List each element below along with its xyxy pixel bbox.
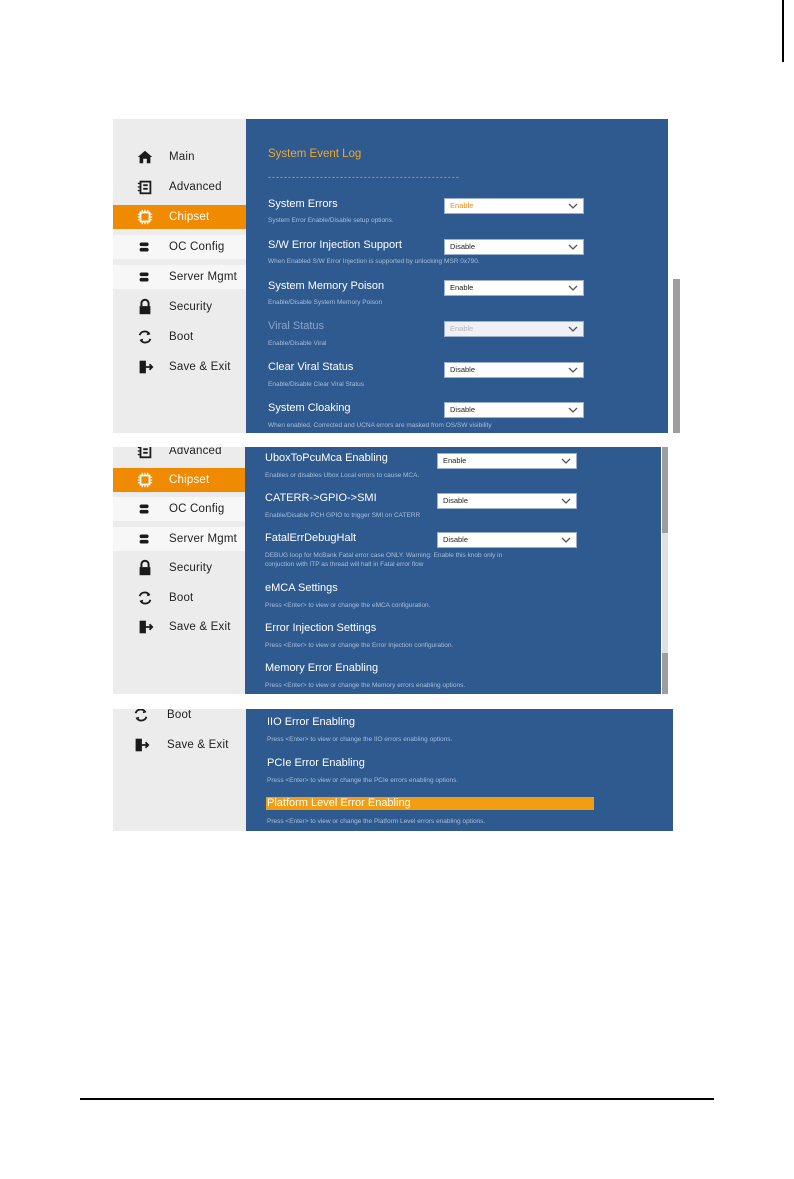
option-desc: Enable/Disable PCH GPIO to trigger SMI on CATERR [265, 512, 421, 519]
option-desc: Press <Enter> to view or change the IIO errors enabling options. [267, 736, 453, 743]
nav-main[interactable] [113, 145, 246, 169]
nav-boot[interactable] [113, 586, 246, 610]
link-platform-level-error-enabling[interactable]: Platform Level Error Enabling [267, 797, 411, 809]
caterr-gpio-smi-dropdown[interactable] [437, 493, 577, 509]
fatal-err-debug-halt-dropdown[interactable] [437, 532, 577, 548]
option-system-memory-poison[interactable]: System Memory Poison [268, 280, 385, 292]
nav-save-exit[interactable] [113, 355, 246, 379]
lock-icon [135, 297, 155, 317]
dropdown-value: Disable [450, 242, 476, 251]
option-system-errors[interactable]: System Errors [268, 198, 338, 210]
option-desc: Enable/Disable Clear Viral Status [268, 381, 364, 388]
system-cloaking-dropdown[interactable] [444, 402, 584, 418]
bios-screenshot-error-enabling [113, 709, 673, 831]
scrollbar-thumb[interactable] [673, 279, 680, 433]
nav-advanced[interactable] [113, 447, 246, 463]
scrollbar-thumb[interactable] [662, 447, 668, 533]
chevron-down-icon [561, 456, 571, 466]
nav-server-mgmt-label: Server Mgmt [169, 271, 238, 283]
chevron-down-icon [561, 496, 571, 506]
oc-config-icon [135, 499, 155, 519]
nav-oc-config-label: OC Config [169, 241, 225, 253]
option-sw-error-injection[interactable]: S/W Error Injection Support [268, 239, 402, 251]
nav-save-exit[interactable] [113, 615, 246, 639]
nav-boot-label: Boot [169, 592, 194, 604]
viral-status-dropdown [444, 321, 584, 337]
footer-rule [80, 1098, 714, 1100]
chevron-down-icon [568, 405, 578, 415]
dropdown-value: Disable [450, 405, 476, 414]
section-title: System Event Log [268, 148, 362, 160]
nav-advanced-label: Advanced [169, 181, 222, 193]
nav-server-mgmt[interactable] [113, 265, 246, 289]
settings-pane [246, 709, 673, 831]
settings-pane [246, 119, 668, 433]
bios-sidebar [113, 709, 246, 831]
bios-sidebar [113, 119, 246, 433]
oc-config-icon [135, 237, 155, 257]
chevron-down-icon [561, 535, 571, 545]
nav-advanced[interactable] [113, 175, 246, 199]
option-viral-status: Viral Status [268, 320, 325, 332]
option-system-cloaking[interactable]: System Cloaking [268, 402, 351, 414]
nav-oc-config[interactable] [113, 497, 246, 521]
nav-boot-label: Boot [167, 709, 192, 721]
nav-save-exit-label: Save & Exit [167, 739, 229, 751]
option-ubox-to-pcu-mca[interactable]: UboxToPcuMca Enabling [265, 452, 388, 464]
exit-icon [135, 357, 155, 377]
scrollbar[interactable] [668, 119, 680, 433]
advanced-icon [135, 447, 155, 461]
nav-oc-config[interactable] [113, 235, 246, 259]
dropdown-value: Disable [450, 365, 476, 374]
sw-error-injection-dropdown[interactable] [444, 239, 584, 255]
option-desc: Press <Enter> to view or change the Memory errors enabling options. [265, 682, 466, 689]
dropdown-value: Enable [450, 283, 474, 292]
nav-boot-label: Boot [169, 331, 194, 343]
nav-security-label: Security [169, 301, 213, 313]
lock-icon [135, 558, 155, 578]
chevron-down-icon [568, 201, 578, 211]
link-pcie-error-enabling[interactable]: PCIe Error Enabling [267, 757, 365, 769]
nav-server-mgmt[interactable] [113, 527, 246, 551]
section-divider: ------------------------------------------------ [268, 172, 460, 182]
exit-icon [135, 617, 155, 637]
link-memory-error-enabling[interactable]: Memory Error Enabling [265, 662, 379, 674]
bios-sidebar [113, 447, 245, 694]
system-errors-dropdown[interactable] [444, 198, 584, 214]
exit-icon [131, 735, 151, 755]
nav-security[interactable] [113, 556, 246, 580]
chevron-down-icon [568, 365, 578, 375]
nav-save-exit-label: Save & Exit [169, 621, 231, 633]
chipset-icon [135, 207, 155, 227]
server-icon [135, 267, 155, 287]
option-desc: When enabled, Corrected and UCNA errors are masked from OS/SW visibility [268, 422, 492, 429]
scrollbar-lower [662, 653, 668, 694]
option-desc: Press <Enter> to view or change the PCIe errors enabling options. [267, 777, 459, 784]
settings-pane [245, 447, 661, 694]
option-desc: Enables or disables Ubox Local errors to cause MCA. [265, 472, 420, 479]
refresh-icon [135, 588, 155, 608]
dropdown-value: Enable [450, 201, 474, 210]
option-desc: System Error Enable/Disable setup options. [268, 217, 394, 224]
ubox-to-pcu-mca-dropdown[interactable] [437, 453, 577, 469]
option-desc-line2: conjuction with ITP as thread will halt in Fatal error flow [265, 561, 424, 568]
nav-security-label: Security [169, 562, 213, 574]
nav-boot[interactable] [113, 325, 246, 349]
page-edge-rule [782, 0, 784, 62]
option-desc: Enable/Disable System Memory Poison [268, 299, 383, 306]
chevron-down-icon [568, 283, 578, 293]
nav-chipset[interactable] [113, 468, 246, 492]
refresh-icon [135, 327, 155, 347]
nav-save-exit-label: Save & Exit [169, 361, 231, 373]
option-fatal-err-debug-halt[interactable]: FatalErrDebugHalt [265, 532, 357, 544]
nav-chipset[interactable] [113, 205, 246, 229]
link-emca-settings[interactable]: eMCA Settings [265, 582, 338, 594]
option-desc: When Enabled S/W Error Injection is supported by unlocking MSR 0x790. [268, 258, 480, 265]
clear-viral-dropdown[interactable] [444, 362, 584, 378]
advanced-icon [135, 177, 155, 197]
option-desc: Enable/Disable Viral [268, 340, 327, 347]
link-error-injection-settings[interactable]: Error Injection Settings [265, 622, 377, 634]
nav-main-label: Main [169, 151, 195, 163]
nav-save-exit[interactable] [113, 733, 246, 757]
nav-server-mgmt-label: Server Mgmt [169, 533, 238, 545]
nav-chipset-label: Chipset [169, 474, 210, 486]
option-desc: Press <Enter> to view or change the eMCA configuration. [265, 602, 431, 609]
chipset-icon [135, 470, 155, 490]
home-icon [135, 147, 155, 167]
link-iio-error-enabling[interactable]: IIO Error Enabling [267, 716, 356, 728]
dropdown-value: Enable [443, 456, 467, 465]
chevron-down-icon [568, 242, 578, 252]
bios-screenshot-error-settings [113, 447, 680, 694]
chevron-down-icon [568, 324, 578, 334]
scrollbar[interactable] [661, 447, 680, 694]
dropdown-value: Disable [443, 535, 469, 544]
dropdown-value: Disable [443, 496, 469, 505]
dropdown-value: Enable [450, 324, 474, 333]
option-caterr-gpio-smi[interactable]: CATERR->GPIO->SMI [265, 492, 377, 504]
server-icon [135, 529, 155, 549]
bios-screenshot-system-event-log [113, 119, 680, 433]
nav-advanced-label: Advanced [169, 447, 222, 457]
option-desc: DEBUG loop for McBank Fatal error case ONLY. Warning: Enable this knob only in [265, 552, 503, 559]
nav-security[interactable] [113, 295, 246, 319]
nav-oc-config-label: OC Config [169, 503, 225, 515]
option-clear-viral-status[interactable]: Clear Viral Status [268, 361, 354, 373]
option-desc: Press <Enter> to view or change the Error Injection configuration. [265, 642, 454, 649]
memory-poison-dropdown[interactable] [444, 280, 584, 296]
refresh-icon [131, 709, 151, 725]
nav-chipset-label: Chipset [169, 211, 210, 223]
nav-boot[interactable] [113, 709, 246, 727]
option-desc: Press <Enter> to view or change the Platform Level errors enabling options. [267, 818, 486, 825]
scrollbar-rail [662, 533, 668, 653]
